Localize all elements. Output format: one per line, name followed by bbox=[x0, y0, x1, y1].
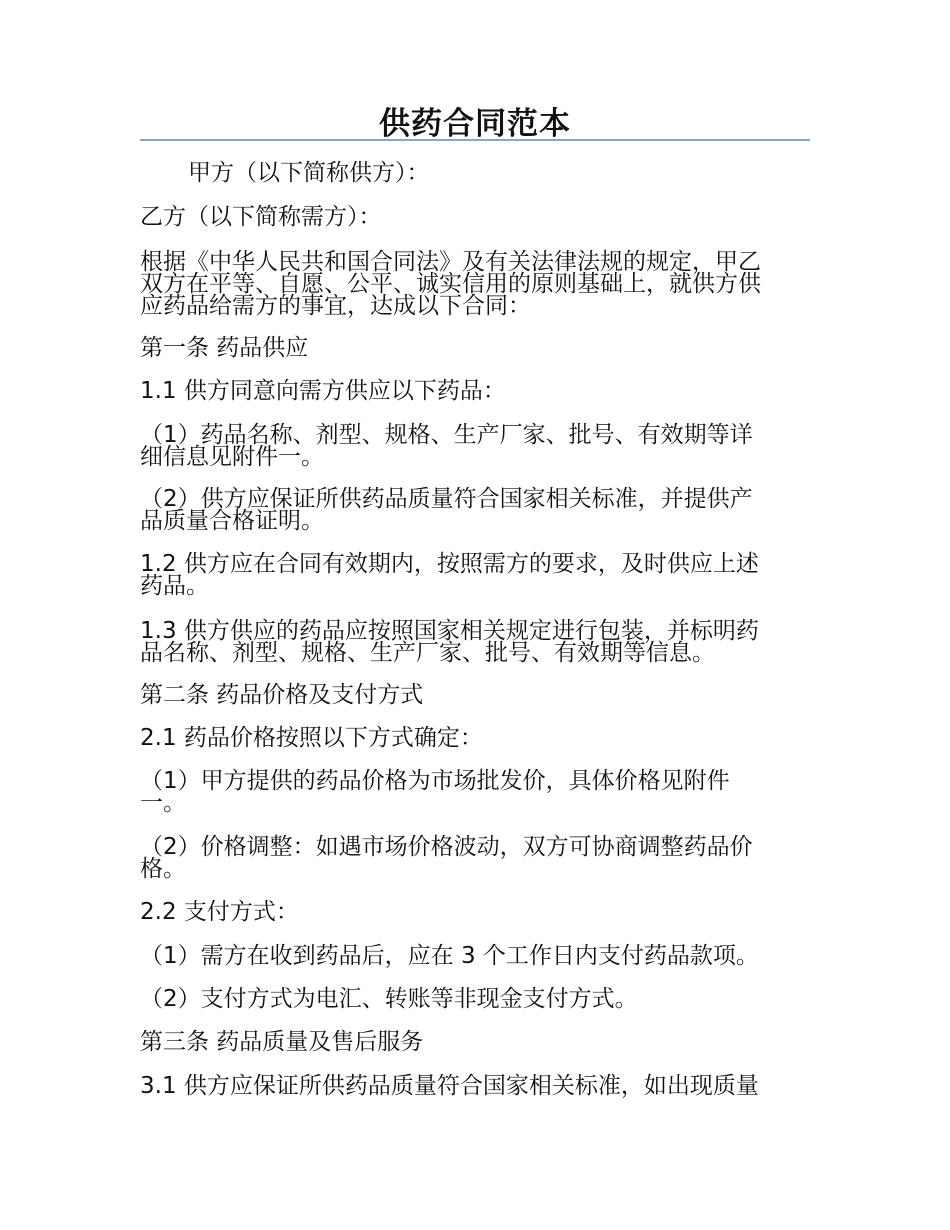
clause-1-1-item-1-line-2: 细信息见附件一。 bbox=[140, 444, 324, 470]
clause-1-1-item-2-line-1: （2）供方应保证所供药品质量符合国家相关标准，并提供产 bbox=[140, 486, 753, 512]
clause-3-1: 3.1 供方应保证所供药品质量符合国家相关标准，如出现质量 bbox=[140, 1073, 759, 1099]
clause-2-1-item-1-line-1: （1）甲方提供的药品价格为市场批发价，具体价格见附件 bbox=[140, 768, 730, 794]
preamble-line-2: 双方在平等、自愿、公平、诚实信用的原则基础上，就供方供 bbox=[140, 271, 761, 297]
preamble-line-1: 根据《中华人民共和国合同法》及有关法律法规的规定，甲乙 bbox=[140, 249, 761, 275]
clause-1-1-item-2-line-2: 品质量合格证明。 bbox=[140, 508, 324, 534]
party-a-line: 甲方（以下简称供方）： bbox=[188, 160, 430, 186]
article-1-heading: 第一条 药品供应 bbox=[140, 335, 309, 361]
clause-1-1-item-1-line-1: （1）药品名称、剂型、规格、生产厂家、批号、有效期等详 bbox=[140, 422, 753, 448]
clause-1-1-item-1 bbox=[140, 424, 812, 468]
clause-1-1: 1.1 供方同意向需方供应以下药品： bbox=[140, 378, 506, 404]
clause-2-1-item-2-line-1: （2）价格调整：如遇市场价格波动，双方可协商调整药品价 bbox=[140, 834, 753, 860]
article-2-heading: 第二条 药品价格及支付方式 bbox=[140, 682, 424, 708]
party-b-line: 乙方（以下简称需方）： bbox=[140, 204, 382, 230]
clause-1-2 bbox=[140, 553, 812, 597]
clause-2-1-item-1 bbox=[140, 770, 812, 814]
title-underline bbox=[140, 139, 810, 141]
payment-item-2: （2）支付方式为电汇、转账等非现金支付方式。 bbox=[140, 986, 638, 1012]
clause-1-3-line-2: 品名称、剂型、规格、生产厂家、批号、有效期等信息。 bbox=[140, 640, 715, 666]
clause-1-1-item-2 bbox=[140, 488, 812, 532]
clause-2-1-item-1-line-2: 一。 bbox=[140, 790, 186, 816]
clause-1-3-line-1: 1.3 供方供应的药品应按照国家相关规定进行包装，并标明药 bbox=[140, 618, 759, 644]
article-3-heading: 第三条 药品质量及售后服务 bbox=[140, 1029, 424, 1055]
clause-1-2-line-2: 药品。 bbox=[140, 573, 209, 599]
clause-2-1: 2.1 药品价格按照以下方式确定： bbox=[140, 725, 483, 751]
clause-2-1-item-2 bbox=[140, 836, 812, 880]
preamble-paragraph bbox=[140, 251, 812, 317]
clause-1-2-line-1: 1.2 供方应在合同有效期内，按照需方的要求，及时供应上述 bbox=[140, 551, 759, 577]
clause-2-1-item-2-line-2: 格。 bbox=[140, 856, 186, 882]
preamble-line-3: 应药品给需方的事宜，达成以下合同： bbox=[140, 293, 531, 319]
payment-item-1: （1）需方在收到药品后，应在 3 个工作日内支付药品款项。 bbox=[140, 943, 759, 969]
clause-1-3 bbox=[140, 620, 812, 664]
document-title: 供药合同范本 bbox=[379, 106, 571, 142]
clause-2-2: 2.2 支付方式： bbox=[140, 899, 299, 925]
